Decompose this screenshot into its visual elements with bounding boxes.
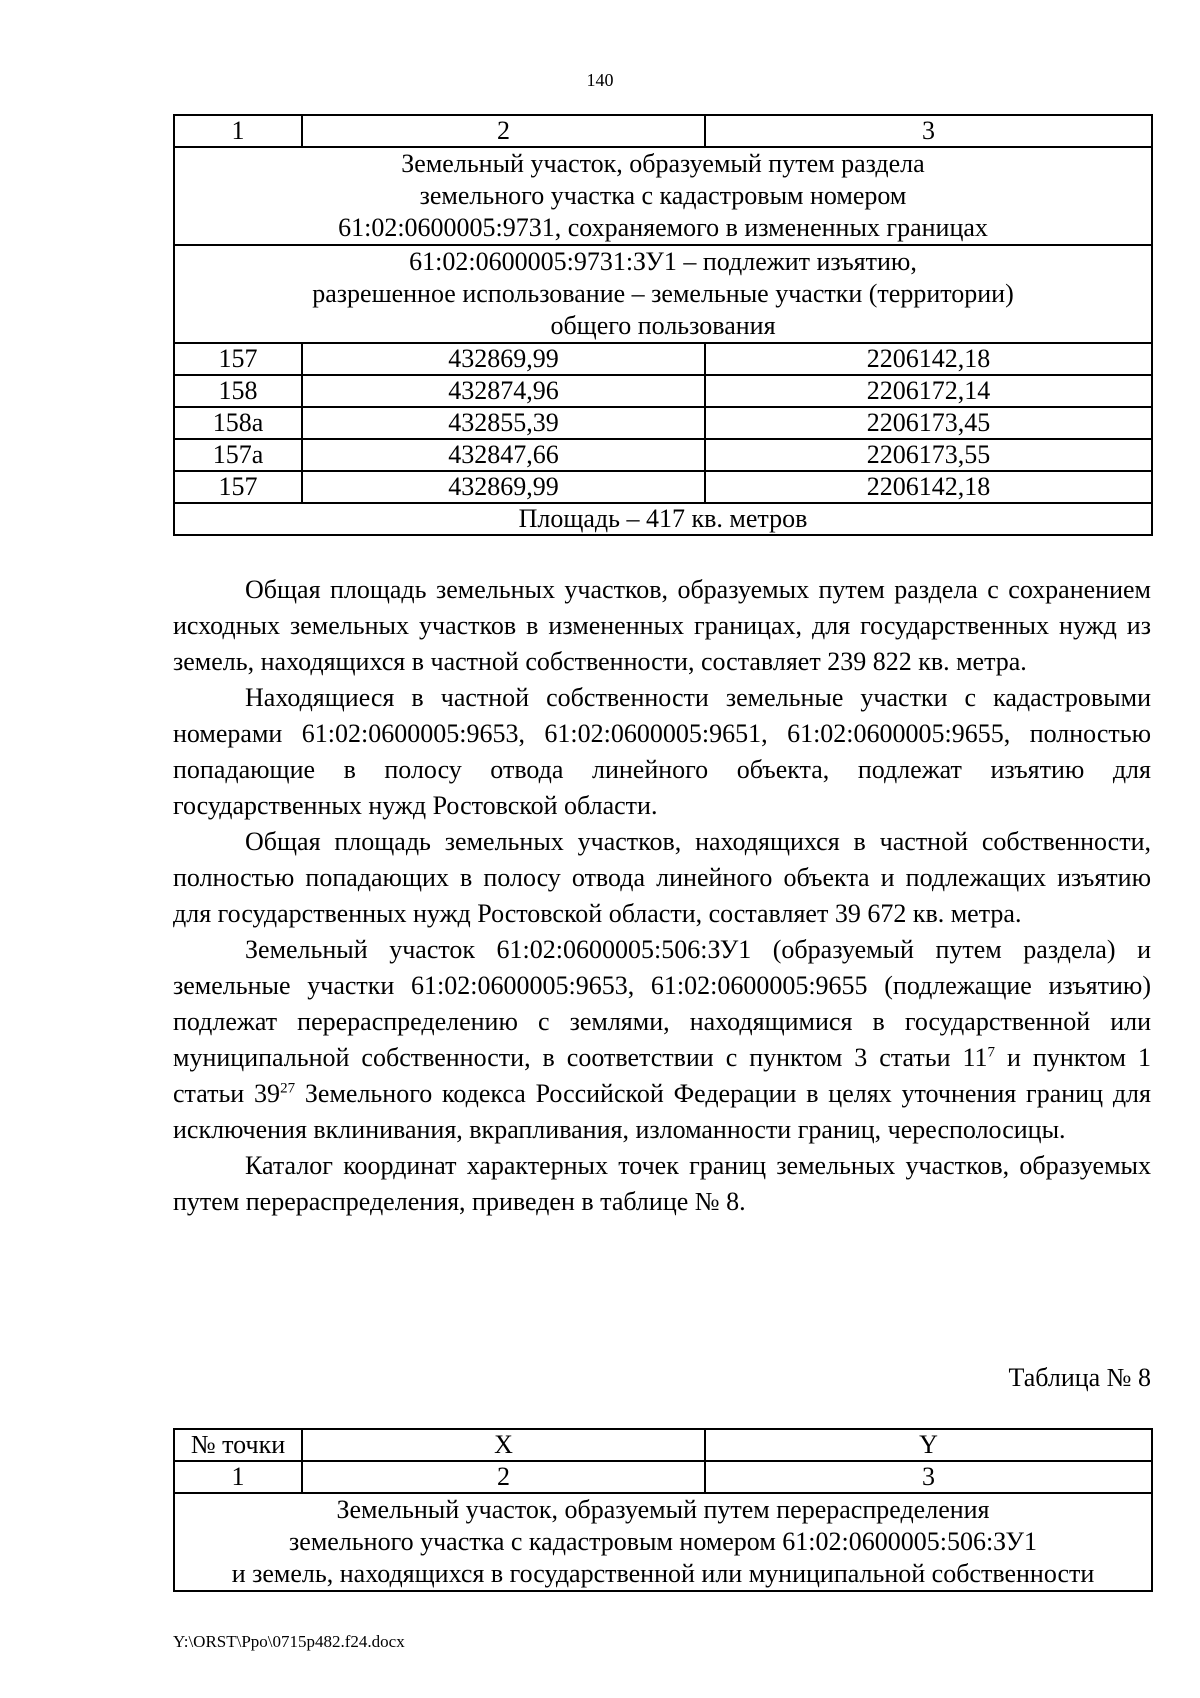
paragraph: Общая площадь земельных участков, находящихся в частной собственности, полностью попадающих в полосу отвода линейного объекта и подлежащих изъятию для государственных нужд Ростовской области, составляет 39 672 кв. метра. <box>173 827 1151 928</box>
section-title-row <box>174 147 1152 245</box>
x-cell: 432847,66 <box>302 439 705 471</box>
table-row <box>174 439 1152 471</box>
column-number-row <box>174 1461 1152 1493</box>
header-row <box>174 1429 1152 1461</box>
y-cell: 2206142,18 <box>705 343 1152 375</box>
table-caption: Таблица № 8 <box>1008 1363 1151 1392</box>
paragraph: Каталог координат характерных точек границ земельных участков, образуемых путем перераспределения, приведен в таблице № 8. <box>173 1151 1151 1216</box>
column-number-cell: 3 <box>705 1461 1152 1493</box>
body-text <box>173 572 1151 1220</box>
column-number-row <box>174 115 1152 147</box>
point-cell: 157 <box>174 343 302 375</box>
paragraph: Общая площадь земельных участков, образуемых путем раздела с сохранением исходных земельных участков в измененных границах, для государственных нужд из земель, находящихся в частной собственности, составляет 239 822 кв. метра. <box>173 575 1151 676</box>
superscript: 7 <box>987 1044 996 1061</box>
point-cell: 157а <box>174 439 302 471</box>
header-cell-y: Y <box>705 1429 1152 1461</box>
area-row <box>174 503 1152 535</box>
paragraph-text: и пунктом 1 статьи 39 <box>173 1043 1151 1108</box>
y-cell: 2206172,14 <box>705 375 1152 407</box>
x-cell: 432874,96 <box>302 375 705 407</box>
paragraph-text: Земельного кодекса Российской Федерации в целях уточнения границ для исключения вклинивания, вкрапливания, изломанности границ, чересполосицы. <box>173 1079 1151 1144</box>
paragraph-text: Земельный участок 61:02:0600005:506:ЗУ1 (образуемый путем раздела) и земельные участки 61:02:0600005:9653, 61:02:0600005:9655 (подлежащие изъятию) подлежат перераспределению с землями, находящимися в государственной или муниципальной собственности, в соответствии с пунктом 3 статьи 11 <box>173 935 1151 1072</box>
x-cell: 432855,39 <box>302 407 705 439</box>
section-title-row <box>174 1493 1152 1591</box>
table-row <box>174 471 1152 503</box>
column-number-cell: 2 <box>302 115 705 147</box>
subsection-title-cell: 61:02:0600005:9731:ЗУ1 – подлежит изъятию, разрешенное использование – земельные участки (территории) общего пользования <box>174 245 1152 343</box>
footer-file-path: Y:\ORST\Ppo\0715p482.f24.docx <box>173 1632 405 1651</box>
point-cell: 158 <box>174 375 302 407</box>
column-number-cell: 3 <box>705 115 1152 147</box>
coordinates-table-8 <box>173 1428 1153 1592</box>
section-title-cell: Земельный участок, образуемый путем перераспределения земельного участка с кадастровым номером 61:02:0600005:506:ЗУ1 и земель, находящихся в государственной или муниципальной собственности <box>174 1493 1152 1591</box>
header-cell-point: № точки <box>174 1429 302 1461</box>
coordinates-table-continued <box>173 114 1153 536</box>
superscript: 27 <box>280 1080 296 1097</box>
table-row <box>174 375 1152 407</box>
y-cell: 2206142,18 <box>705 471 1152 503</box>
x-cell: 432869,99 <box>302 343 705 375</box>
y-cell: 2206173,45 <box>705 407 1152 439</box>
paragraph-with-footnotes <box>173 932 1151 1148</box>
x-cell: 432869,99 <box>302 471 705 503</box>
point-cell: 158а <box>174 407 302 439</box>
column-number-cell: 1 <box>174 1461 302 1493</box>
table-row <box>174 343 1152 375</box>
header-cell-x: X <box>302 1429 705 1461</box>
column-number-cell: 2 <box>302 1461 705 1493</box>
paragraph: Находящиеся в частной собственности земельные участки с кадастровыми номерами 61:02:0600005:9653, 61:02:0600005:9651, 61:02:0600005:9655, полностью попадающие в полосу отвода линейного объекта, подлежат изъятию для государственных нужд Ростовской области. <box>173 683 1151 820</box>
column-number-cell: 1 <box>174 115 302 147</box>
y-cell: 2206173,55 <box>705 439 1152 471</box>
page-number: 140 <box>586 70 614 90</box>
area-cell: Площадь – 417 кв. метров <box>174 503 1152 535</box>
subsection-title-row <box>174 245 1152 343</box>
table-row <box>174 407 1152 439</box>
point-cell: 157 <box>174 471 302 503</box>
section-title-cell: Земельный участок, образуемый путем раздела земельного участка с кадастровым номером 61:02:0600005:9731, сохраняемого в измененных границах <box>174 147 1152 245</box>
